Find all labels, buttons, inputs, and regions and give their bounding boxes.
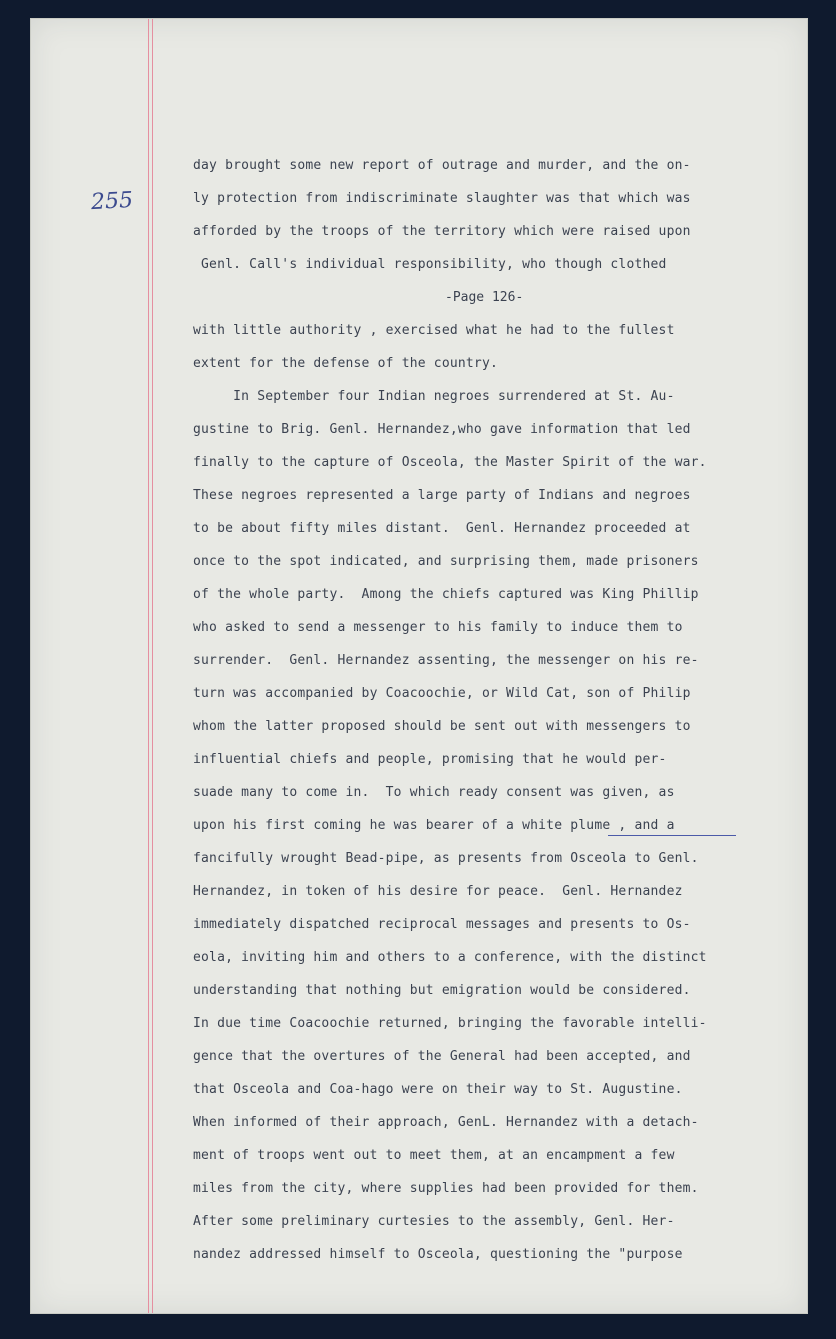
text-line: to be about fifty miles distant. Genl. Hernandez proceeded at (193, 521, 691, 536)
text-line: once to the spot indicated, and surprising them, made prisoners (193, 554, 699, 569)
text-line: ment of troops went out to meet them, at an encampment a few (193, 1148, 675, 1163)
text-line: suade many to come in. To which ready consent was given, as (193, 785, 675, 800)
text-line: ly protection from indiscriminate slaughter was that which was (193, 191, 691, 206)
handwritten-underline (608, 835, 736, 836)
text-line: nandez addressed himself to Osceola, questioning the "purpose (193, 1247, 683, 1262)
text-line: influential chiefs and people, promising that he would per- (193, 752, 667, 767)
text-line: turn was accompanied by Coacoochie, or Wild Cat, son of Philip (193, 686, 691, 701)
page-marker: -Page 126- (445, 290, 524, 305)
handwritten-folio-number: 255 (90, 187, 134, 216)
text-line: fancifully wrought Bead-pipe, as presents from Osceola to Genl. (193, 851, 699, 866)
text-line: surrender. Genl. Hernandez assenting, the messenger on his re- (193, 653, 699, 668)
text-line: whom the latter proposed should be sent out with messengers to (193, 719, 691, 734)
text-line: Genl. Call's individual responsibility, who though clothed (193, 257, 667, 272)
text-line: Hernandez, in token of his desire for peace. Genl. Hernandez (193, 884, 683, 899)
margin-rule (148, 19, 149, 1313)
text-line: upon his first coming he was bearer of a white plume , and a (193, 818, 675, 833)
text-line: In September four Indian negroes surrendered at St. Au- (193, 389, 675, 404)
margin-rule (152, 19, 153, 1313)
text-line: gence that the overtures of the General had been accepted, and (193, 1049, 691, 1064)
text-line: with little authority , exercised what he had to the fullest (193, 323, 675, 338)
text-line: who asked to send a messenger to his family to induce them to (193, 620, 683, 635)
text-line: When informed of their approach, GenL. Hernandez with a detach- (193, 1115, 699, 1130)
text-line: finally to the capture of Osceola, the Master Spirit of the war. (193, 455, 707, 470)
text-line: eola, inviting him and others to a conference, with the distinct (193, 950, 707, 965)
typewritten-page (30, 18, 808, 1314)
text-line: In due time Coacoochie returned, bringing the favorable intelli- (193, 1016, 707, 1031)
text-line: that Osceola and Coa-hago were on their way to St. Augustine. (193, 1082, 683, 1097)
text-line: miles from the city, where supplies had been provided for them. (193, 1181, 699, 1196)
text-line: After some preliminary curtesies to the assembly, Genl. Her- (193, 1214, 675, 1229)
text-line: day brought some new report of outrage and murder, and the on- (193, 158, 691, 173)
text-line: of the whole party. Among the chiefs captured was King Phillip (193, 587, 699, 602)
text-line: gustine to Brig. Genl. Hernandez,who gave information that led (193, 422, 691, 437)
text-line: afforded by the troops of the territory which were raised upon (193, 224, 691, 239)
text-line: These negroes represented a large party of Indians and negroes (193, 488, 691, 503)
text-line: immediately dispatched reciprocal messages and presents to Os- (193, 917, 691, 932)
text-line: extent for the defense of the country. (193, 356, 499, 371)
text-line: understanding that nothing but emigration would be considered. (193, 983, 691, 998)
